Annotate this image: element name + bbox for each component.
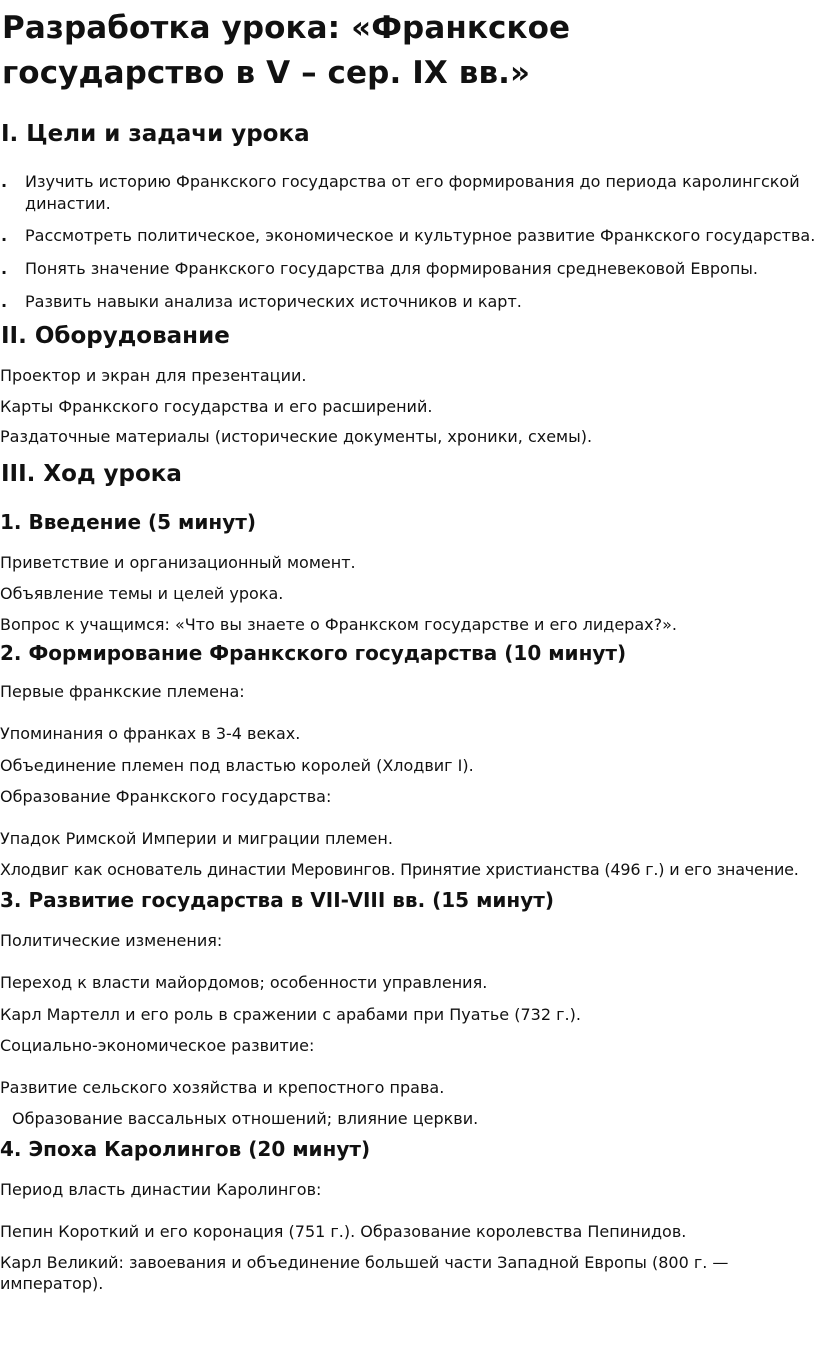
equipment-item: Карты Франкского государства и его расширений. bbox=[0, 397, 433, 416]
document-title: Разработка урока: «Франкское государство в V – сер. IX вв.» bbox=[2, 10, 571, 91]
goal-text: Изучить историю Франкского государства от его формирования до периода каролингской династии. bbox=[25, 172, 800, 213]
development-line: Образование вассальных отношений; влияние церкви. bbox=[12, 1109, 479, 1128]
bullet-mark: . bbox=[1, 259, 8, 278]
goals-list-item bbox=[0, 171, 816, 225]
equipment-item: Раздаточные материалы (исторические документы, хроники, схемы). bbox=[0, 427, 593, 446]
heading-intro: 1. Введение (5 минут) bbox=[0, 510, 256, 534]
development-line: Карл Мартелл и его роль в сражении с арабами при Пуатье (732 г.). bbox=[0, 1005, 581, 1024]
development-subheading: Политические изменения: bbox=[0, 931, 223, 950]
heading-equipment: II. Оборудование bbox=[1, 323, 230, 349]
heading-goals: I. Цели и задачи урока bbox=[1, 121, 310, 147]
development-line: Развитие сельского хозяйства и крепостного права. bbox=[0, 1078, 445, 1097]
goal-text: Рассмотреть политическое, экономическое и культурное развитие Франкского государства. bbox=[25, 226, 816, 245]
goals-list bbox=[0, 171, 816, 321]
intro-line: Объявление темы и целей урока. bbox=[0, 584, 284, 603]
heading-formation: 2. Формирование Франкского государства (10 минут) bbox=[0, 641, 627, 665]
goal-text: Понять значение Франкского государства для формирования средневековой Европы. bbox=[25, 259, 759, 278]
formation-subheading: Первые франкские племена: bbox=[0, 682, 245, 701]
heading-course: III. Ход урока bbox=[1, 461, 182, 487]
bullet-mark: . bbox=[1, 226, 8, 245]
formation-line: Хлодвиг как основатель династии Меровингов. Принятие христианства (496 г.) и его значение. bbox=[0, 860, 799, 879]
development-subheading: Социально-экономическое развитие: bbox=[0, 1036, 315, 1055]
bullet-mark: . bbox=[1, 292, 8, 311]
carolingians-line: Карл Великий: завоевания и объединение большей части Западной Европы (800 г. — император). bbox=[0, 1253, 729, 1293]
carolingians-subheading: Период власть династии Каролингов: bbox=[0, 1180, 322, 1199]
heading-carolingians: 4. Эпоха Каролингов (20 минут) bbox=[0, 1137, 371, 1161]
heading-development: 3. Развитие государства в VII-VIII вв. (15 минут) bbox=[0, 888, 555, 912]
development-line: Переход к власти майордомов; особенности управления. bbox=[0, 973, 488, 992]
bullet-mark: . bbox=[1, 172, 8, 191]
intro-line: Вопрос к учащимся: «Что вы знаете о Франкском государстве и его лидерах?». bbox=[0, 615, 677, 634]
formation-line: Упоминания о франках в 3-4 веках. bbox=[0, 724, 301, 743]
formation-subheading: Образование Франкского государства: bbox=[0, 787, 332, 806]
goal-text: Развить навыки анализа исторических источников и карт. bbox=[25, 292, 522, 311]
equipment-item: Проектор и экран для презентации. bbox=[0, 366, 307, 385]
intro-line: Приветствие и организационный момент. bbox=[0, 553, 356, 572]
formation-line: Упадок Римской Империи и миграции племен. bbox=[0, 829, 393, 848]
goals-list-item bbox=[0, 258, 816, 291]
formation-line: Объединение племен под властью королей (Хлодвиг I). bbox=[0, 756, 474, 775]
carolingians-line: Пепин Короткий и его коронация (751 г.). Образование королевства Пепинидов. bbox=[0, 1222, 687, 1241]
intro-lines bbox=[0, 552, 816, 637]
equipment-list bbox=[0, 365, 816, 459]
goals-list-item bbox=[0, 225, 816, 258]
goals-list-item bbox=[0, 291, 816, 321]
